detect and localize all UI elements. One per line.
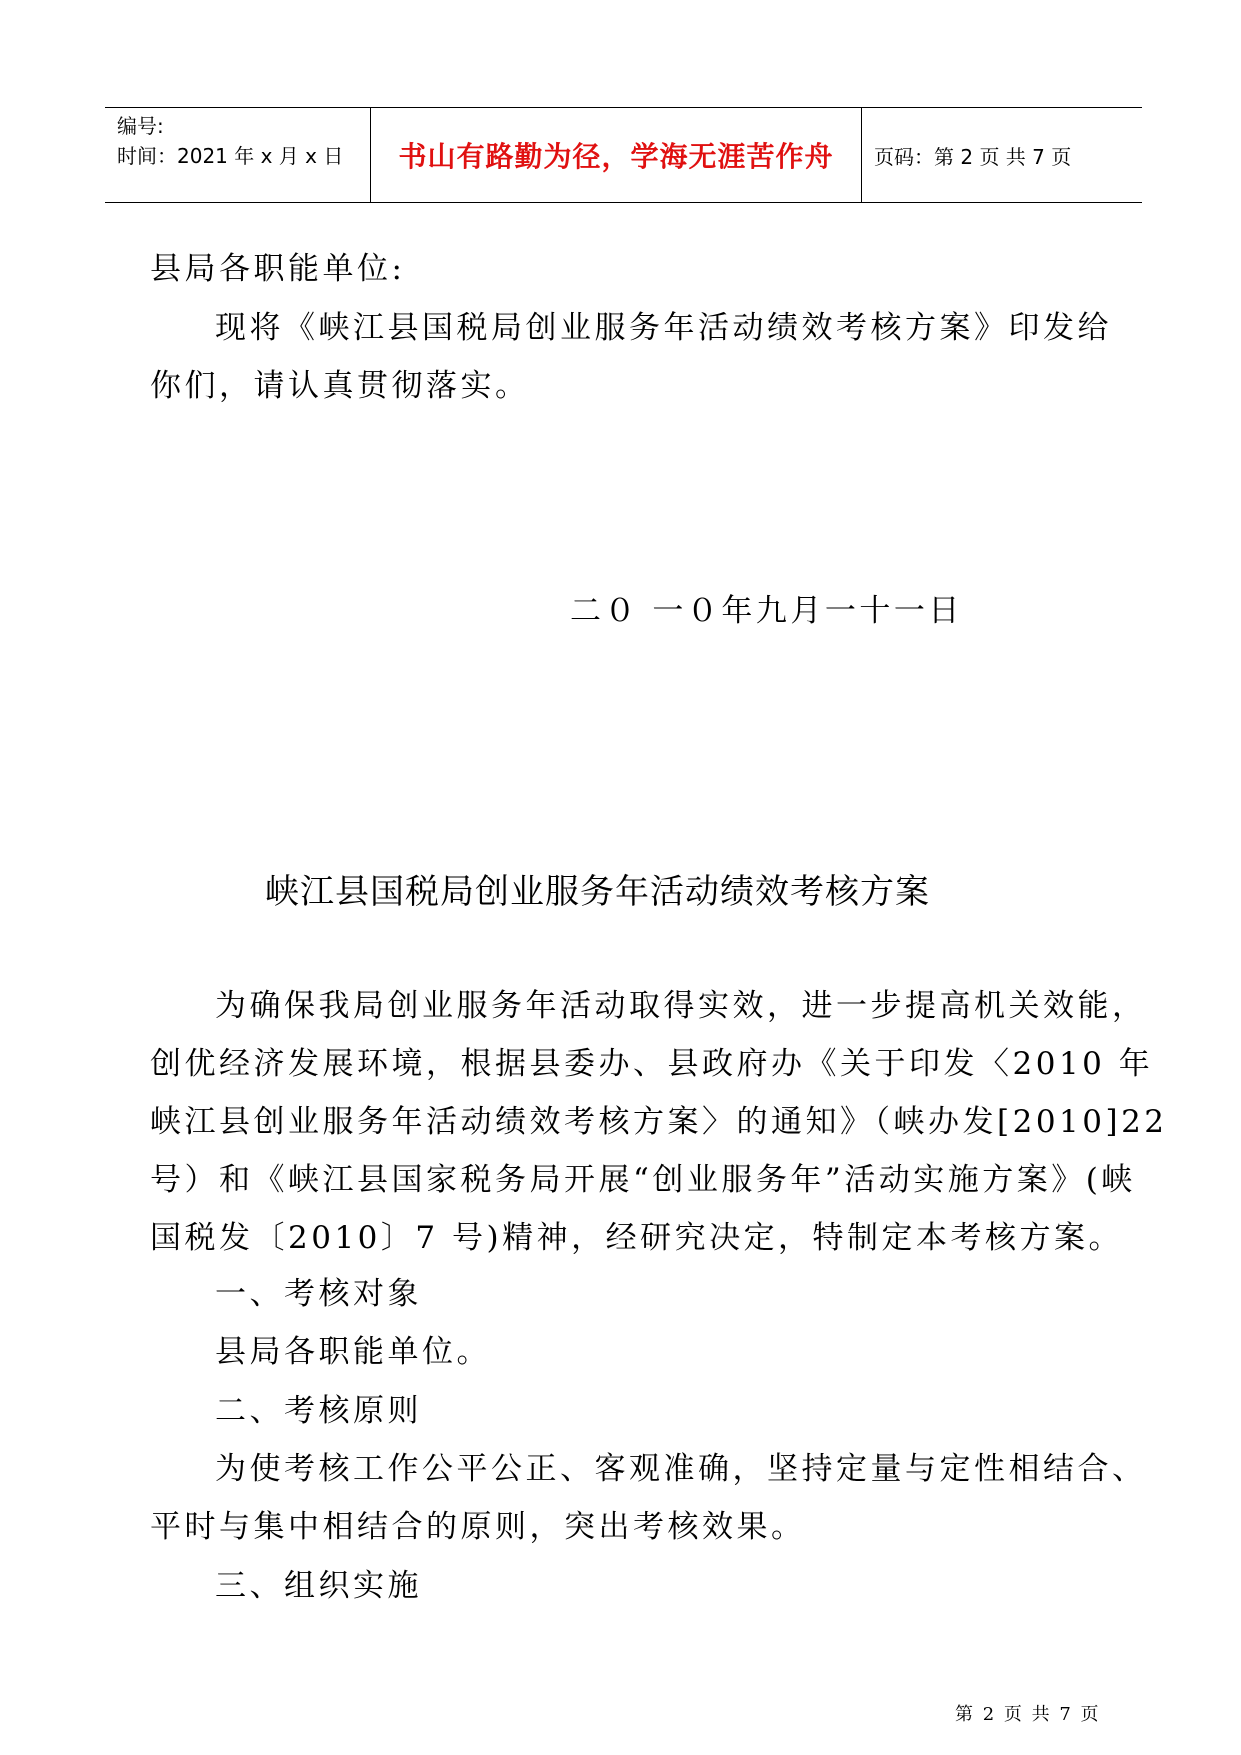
section1-heading: 一、考核对象 (215, 1276, 422, 1312)
section2-line-1: 为使考核工作公平公正、客观准确，坚持定量与定性相结合、 (215, 1451, 1147, 1487)
para1-line: 创优经济发展环境，根据县委办、县政府办《关于印发〈2010 年 (150, 1046, 1154, 1082)
para1-line: 号）和《峡江县国家税务局开展“创业服务年”活动实施方案》(峡 (150, 1162, 1136, 1198)
para1-line: 为确保我局创业服务年活动取得实效，进一步提高机关效能， (215, 988, 1147, 1024)
section2-line-2: 平时与集中相结合的原则，突出考核效果。 (150, 1509, 806, 1545)
section1-text: 县局各职能单位。 (215, 1334, 491, 1370)
section2-heading: 二、考核原则 (215, 1393, 422, 1429)
intro-line-2: 你们，请认真贯彻落实。 (150, 368, 530, 404)
time-label: 时间：2021 年 x 月 x 日 (117, 144, 344, 168)
header-motto (371, 108, 862, 202)
para1-line: 国税发〔2010〕7 号)精神，经研究决定，特制定本考核方案。 (150, 1220, 1124, 1256)
document-header (105, 107, 1142, 203)
motto-text: 书山有路勤为径，学海无涯苦作舟 (398, 140, 834, 173)
document-title: 峡江县国税局创业服务年活动绩效考核方案 (265, 872, 930, 912)
intro-line-1: 现将《峡江县国税局创业服务年活动绩效考核方案》印发给 (215, 310, 1112, 346)
salutation: 县局各职能单位: (150, 251, 406, 287)
header-meta (105, 108, 371, 202)
header-page-info: 页码：第 2 页 共 7 页 (874, 144, 1072, 169)
para1-line: 峡江县创业服务年活动绩效考核方案〉的通知》（峡办发[2010]22 (150, 1104, 1168, 1140)
section3-heading: 三、组织实施 (215, 1568, 422, 1604)
issue-date: 二０ 一０年九月一十一日 (570, 593, 963, 629)
page-footer: 第 2 页 共 7 页 (955, 1704, 1101, 1725)
number-label: 编号: (117, 114, 164, 138)
